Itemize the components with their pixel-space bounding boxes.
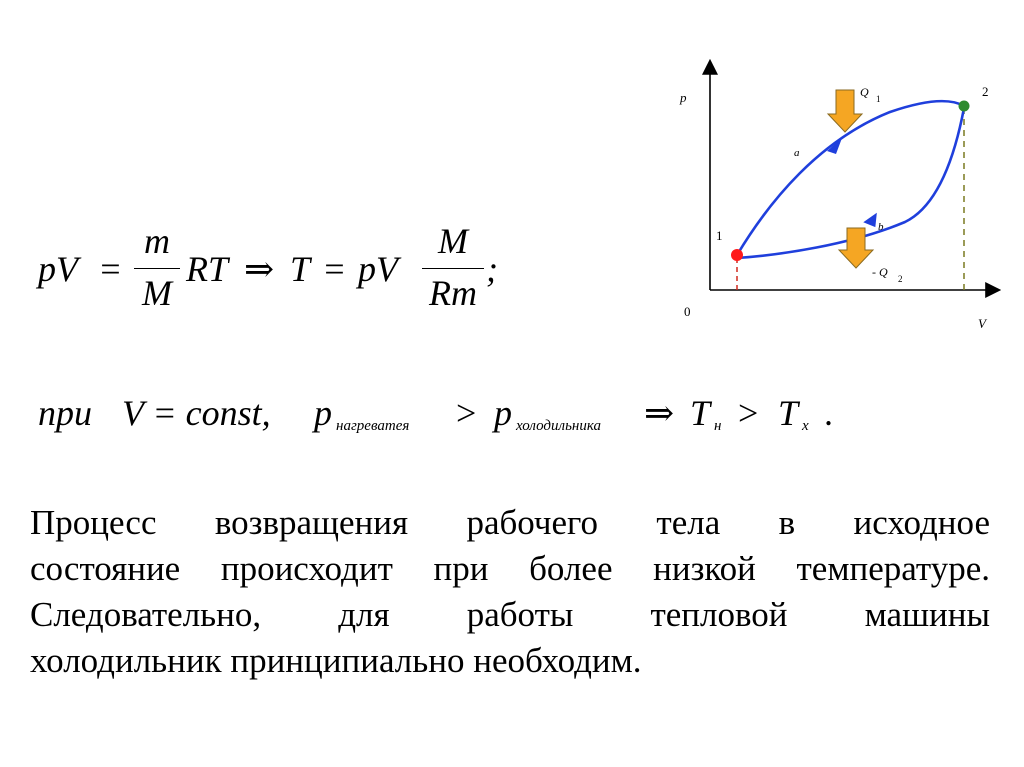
formula-rt: RT bbox=[186, 249, 229, 289]
explanation-paragraph bbox=[30, 500, 990, 684]
formula-condition bbox=[38, 392, 838, 442]
formula-pv: pV bbox=[358, 249, 398, 289]
word-pri: при bbox=[38, 393, 92, 433]
fraction-bar bbox=[422, 268, 484, 269]
fraction-denominator: Rm bbox=[429, 273, 477, 313]
paragraph-line: Процесс возвращения рабочего тела в исходное bbox=[30, 503, 990, 542]
point-2-label: 2 bbox=[982, 84, 989, 99]
fraction-m-over-M bbox=[134, 221, 180, 314]
implies-symbol: ⇒ bbox=[244, 249, 275, 289]
point-2 bbox=[959, 101, 970, 112]
pv-cycle-diagram bbox=[660, 50, 1010, 340]
p-axis-label: p bbox=[680, 90, 687, 105]
p-cooler: p bbox=[494, 393, 512, 433]
implies-symbol: ⇒ bbox=[644, 393, 675, 433]
v-axis-label: V bbox=[978, 316, 986, 331]
t-cooler-subscript: х bbox=[802, 418, 809, 434]
t-cooler: T bbox=[778, 393, 799, 433]
point-1-label: 1 bbox=[716, 228, 723, 243]
formula-dot: . bbox=[824, 393, 833, 433]
greater-than: > bbox=[456, 393, 477, 433]
fraction-numerator: M bbox=[438, 221, 468, 261]
formula-semicolon: ; bbox=[486, 249, 498, 289]
p-heater-subscript: нагреватея bbox=[336, 418, 410, 434]
fraction-numerator: m bbox=[144, 221, 170, 261]
formula-equals: = bbox=[98, 249, 123, 289]
fraction-M-over-Rm bbox=[422, 221, 484, 314]
curve-b-label: b bbox=[878, 221, 884, 233]
fraction-denominator: M bbox=[142, 273, 172, 313]
t-heater-subscript: н bbox=[714, 418, 722, 434]
origin-label: 0 bbox=[684, 304, 691, 319]
paragraph-line: Следовательно, для работы тепловой машины bbox=[30, 595, 990, 634]
paragraph-line: холодильник принципиально необходим. bbox=[30, 641, 642, 680]
arrow-b-icon bbox=[862, 213, 879, 229]
v-equals-const: V = const, bbox=[122, 393, 271, 433]
q1-subscript: 1 bbox=[876, 94, 881, 104]
formula-t: T bbox=[290, 249, 311, 289]
greater-than: > bbox=[738, 393, 759, 433]
point-1 bbox=[731, 249, 743, 261]
formula-ideal-gas bbox=[38, 221, 508, 314]
q1-label: Q bbox=[860, 85, 869, 99]
p-heater: p bbox=[314, 393, 332, 433]
t-heater: T bbox=[690, 393, 711, 433]
curve-a-label: a bbox=[794, 147, 800, 159]
q2-subscript: 2 bbox=[898, 274, 903, 284]
fraction-bar bbox=[134, 268, 180, 269]
p-cooler-subscript: холодильника bbox=[516, 418, 601, 434]
q2-label: - Q bbox=[872, 265, 888, 279]
formula-pv: pV bbox=[38, 249, 78, 289]
formula-equals: = bbox=[322, 249, 347, 289]
paragraph-line: состояние происходит при более низкой температуре. bbox=[30, 549, 990, 588]
heat-in-arrow-icon bbox=[828, 90, 862, 132]
